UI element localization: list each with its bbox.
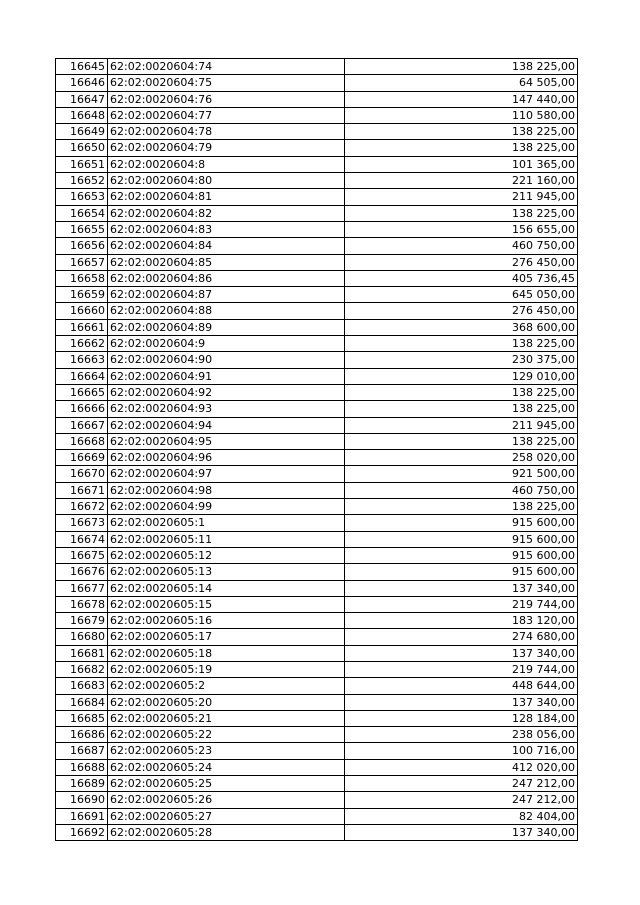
- cadastral-number-cell: 62:02:0020604:92: [108, 384, 345, 400]
- row-number-cell: 16666: [56, 401, 108, 417]
- row-number-cell: 16664: [56, 368, 108, 384]
- table-row: [56, 107, 578, 123]
- row-number-cell: 16691: [56, 808, 108, 824]
- cadastral-number-cell: 62:02:0020605:20: [108, 694, 345, 710]
- cadastral-number-cell: 62:02:0020605:26: [108, 792, 345, 808]
- cadastral-number-cell: 62:02:0020605:21: [108, 710, 345, 726]
- cadastral-value-cell: 258 020,00: [345, 450, 578, 466]
- table-row: [56, 531, 578, 547]
- cadastral-value-cell: 156 655,00: [345, 221, 578, 237]
- table-row: [56, 401, 578, 417]
- table-row: [56, 580, 578, 596]
- row-number-cell: 16650: [56, 140, 108, 156]
- cadastral-value-cell: 921 500,00: [345, 466, 578, 482]
- row-number-cell: 16672: [56, 499, 108, 515]
- row-number-cell: 16676: [56, 564, 108, 580]
- cadastral-value-cell: 137 340,00: [345, 694, 578, 710]
- cadastral-value-cell: 915 600,00: [345, 564, 578, 580]
- cadastral-number-cell: 62:02:0020604:75: [108, 75, 345, 91]
- table-row: [56, 433, 578, 449]
- table-row: [56, 189, 578, 205]
- cadastral-value-cell: 405 736,45: [345, 270, 578, 286]
- cadastral-value-cell: 276 450,00: [345, 254, 578, 270]
- cadastral-value-cell: 211 945,00: [345, 189, 578, 205]
- row-number-cell: 16649: [56, 124, 108, 140]
- cadastral-number-cell: 62:02:0020605:11: [108, 531, 345, 547]
- cadastral-number-cell: 62:02:0020605:19: [108, 661, 345, 677]
- table-row: [56, 238, 578, 254]
- cadastral-number-cell: 62:02:0020604:88: [108, 303, 345, 319]
- row-number-cell: 16671: [56, 482, 108, 498]
- cadastral-number-cell: 62:02:0020604:90: [108, 352, 345, 368]
- row-number-cell: 16651: [56, 156, 108, 172]
- row-number-cell: 16669: [56, 450, 108, 466]
- cadastral-value-cell: 915 600,00: [345, 547, 578, 563]
- cadastral-value-cell: 138 225,00: [345, 336, 578, 352]
- row-number-cell: 16645: [56, 59, 108, 75]
- table-row: [56, 759, 578, 775]
- cadastral-number-cell: 62:02:0020605:27: [108, 808, 345, 824]
- row-number-cell: 16678: [56, 596, 108, 612]
- cadastral-value-cell: 138 225,00: [345, 205, 578, 221]
- row-number-cell: 16690: [56, 792, 108, 808]
- cadastral-value-cell: 460 750,00: [345, 238, 578, 254]
- row-number-cell: 16683: [56, 678, 108, 694]
- table-body: [56, 59, 578, 841]
- cadastral-value-cell: 137 340,00: [345, 645, 578, 661]
- row-number-cell: 16670: [56, 466, 108, 482]
- row-number-cell: 16689: [56, 776, 108, 792]
- cadastral-number-cell: 62:02:0020604:74: [108, 59, 345, 75]
- cadastral-value-cell: 247 212,00: [345, 792, 578, 808]
- row-number-cell: 16674: [56, 531, 108, 547]
- cadastral-number-cell: 62:02:0020605:28: [108, 824, 345, 840]
- row-number-cell: 16677: [56, 580, 108, 596]
- cadastral-value-cell: 460 750,00: [345, 482, 578, 498]
- cadastral-value-cell: 183 120,00: [345, 613, 578, 629]
- cadastral-value-cell: 238 056,00: [345, 727, 578, 743]
- cadastral-number-cell: 62:02:0020604:85: [108, 254, 345, 270]
- document-page: [55, 58, 577, 841]
- cadastral-value-cell: 221 160,00: [345, 173, 578, 189]
- table-row: [56, 694, 578, 710]
- row-number-cell: 16660: [56, 303, 108, 319]
- cadastral-number-cell: 62:02:0020605:18: [108, 645, 345, 661]
- table-row: [56, 319, 578, 335]
- cadastral-number-cell: 62:02:0020605:13: [108, 564, 345, 580]
- cadastral-value-cell: 448 644,00: [345, 678, 578, 694]
- cadastral-number-cell: 62:02:0020605:1: [108, 515, 345, 531]
- table-row: [56, 678, 578, 694]
- table-row: [56, 287, 578, 303]
- row-number-cell: 16665: [56, 384, 108, 400]
- cadastral-number-cell: 62:02:0020604:84: [108, 238, 345, 254]
- table-row: [56, 792, 578, 808]
- cadastral-number-cell: 62:02:0020604:86: [108, 270, 345, 286]
- cadastral-number-cell: 62:02:0020605:17: [108, 629, 345, 645]
- table-row: [56, 710, 578, 726]
- row-number-cell: 16659: [56, 287, 108, 303]
- table-row: [56, 173, 578, 189]
- table-row: [56, 564, 578, 580]
- cadastral-value-cell: 138 225,00: [345, 124, 578, 140]
- cadastral-number-cell: 62:02:0020604:94: [108, 417, 345, 433]
- table-row: [56, 482, 578, 498]
- row-number-cell: 16692: [56, 824, 108, 840]
- table-row: [56, 629, 578, 645]
- table-row: [56, 270, 578, 286]
- cadastral-value-cell: 129 010,00: [345, 368, 578, 384]
- cadastral-value-cell: 138 225,00: [345, 384, 578, 400]
- table-row: [56, 547, 578, 563]
- cadastral-value-cell: 211 945,00: [345, 417, 578, 433]
- table-row: [56, 515, 578, 531]
- row-number-cell: 16647: [56, 91, 108, 107]
- cadastral-number-cell: 62:02:0020604:83: [108, 221, 345, 237]
- table-row: [56, 466, 578, 482]
- row-number-cell: 16681: [56, 645, 108, 661]
- row-number-cell: 16686: [56, 727, 108, 743]
- cadastral-value-cell: 128 184,00: [345, 710, 578, 726]
- cadastral-value-cell: 138 225,00: [345, 433, 578, 449]
- cadastral-number-cell: 62:02:0020604:97: [108, 466, 345, 482]
- table-row: [56, 254, 578, 270]
- row-number-cell: 16679: [56, 613, 108, 629]
- cadastral-value-cell: 219 744,00: [345, 661, 578, 677]
- cadastral-number-cell: 62:02:0020604:82: [108, 205, 345, 221]
- table-row: [56, 384, 578, 400]
- table-row: [56, 205, 578, 221]
- row-number-cell: 16682: [56, 661, 108, 677]
- cadastral-number-cell: 62:02:0020604:9: [108, 336, 345, 352]
- table-row: [56, 776, 578, 792]
- row-number-cell: 16655: [56, 221, 108, 237]
- cadastral-value-cell: 276 450,00: [345, 303, 578, 319]
- cadastral-number-cell: 62:02:0020604:81: [108, 189, 345, 205]
- table-row: [56, 221, 578, 237]
- table-row: [56, 596, 578, 612]
- cadastral-value-cell: 137 340,00: [345, 824, 578, 840]
- row-number-cell: 16656: [56, 238, 108, 254]
- cadastral-number-cell: 62:02:0020605:2: [108, 678, 345, 694]
- cadastral-value-cell: 110 580,00: [345, 107, 578, 123]
- table-row: [56, 417, 578, 433]
- row-number-cell: 16662: [56, 336, 108, 352]
- cadastral-value-cell: 247 212,00: [345, 776, 578, 792]
- table-row: [56, 808, 578, 824]
- cadastral-value-cell: 645 050,00: [345, 287, 578, 303]
- row-number-cell: 16646: [56, 75, 108, 91]
- cadastral-number-cell: 62:02:0020605:12: [108, 547, 345, 563]
- table-row: [56, 661, 578, 677]
- cadastral-number-cell: 62:02:0020604:99: [108, 499, 345, 515]
- row-number-cell: 16684: [56, 694, 108, 710]
- table-row: [56, 59, 578, 75]
- row-number-cell: 16680: [56, 629, 108, 645]
- row-number-cell: 16667: [56, 417, 108, 433]
- table-row: [56, 499, 578, 515]
- table-row: [56, 75, 578, 91]
- table-row: [56, 645, 578, 661]
- cadastral-value-cell: 138 225,00: [345, 59, 578, 75]
- row-number-cell: 16673: [56, 515, 108, 531]
- table-row: [56, 140, 578, 156]
- row-number-cell: 16668: [56, 433, 108, 449]
- cadastral-number-cell: 62:02:0020605:14: [108, 580, 345, 596]
- cadastral-number-cell: 62:02:0020604:93: [108, 401, 345, 417]
- cadastral-number-cell: 62:02:0020605:16: [108, 613, 345, 629]
- cadastral-number-cell: 62:02:0020604:95: [108, 433, 345, 449]
- cadastral-number-cell: 62:02:0020604:98: [108, 482, 345, 498]
- cadastral-number-cell: 62:02:0020604:89: [108, 319, 345, 335]
- cadastral-number-cell: 62:02:0020604:76: [108, 91, 345, 107]
- cadastral-value-cell: 138 225,00: [345, 499, 578, 515]
- table-row: [56, 91, 578, 107]
- cadastral-number-cell: 62:02:0020604:77: [108, 107, 345, 123]
- cadastral-value-cell: 138 225,00: [345, 401, 578, 417]
- row-number-cell: 16687: [56, 743, 108, 759]
- cadastral-value-cell: 138 225,00: [345, 140, 578, 156]
- cadastral-number-cell: 62:02:0020604:79: [108, 140, 345, 156]
- table-row: [56, 613, 578, 629]
- cadastral-number-cell: 62:02:0020604:96: [108, 450, 345, 466]
- row-number-cell: 16652: [56, 173, 108, 189]
- cadastral-value-cell: 101 365,00: [345, 156, 578, 172]
- row-number-cell: 16653: [56, 189, 108, 205]
- row-number-cell: 16675: [56, 547, 108, 563]
- row-number-cell: 16661: [56, 319, 108, 335]
- cadastral-number-cell: 62:02:0020604:78: [108, 124, 345, 140]
- table-row: [56, 352, 578, 368]
- cadastral-value-cell: 915 600,00: [345, 515, 578, 531]
- cadastral-value-cell: 230 375,00: [345, 352, 578, 368]
- cadastral-value-cell: 368 600,00: [345, 319, 578, 335]
- row-number-cell: 16654: [56, 205, 108, 221]
- table-row: [56, 124, 578, 140]
- row-number-cell: 16658: [56, 270, 108, 286]
- cadastral-value-cell: 219 744,00: [345, 596, 578, 612]
- row-number-cell: 16657: [56, 254, 108, 270]
- cadastral-number-cell: 62:02:0020605:24: [108, 759, 345, 775]
- cadastral-number-cell: 62:02:0020605:15: [108, 596, 345, 612]
- cadastral-number-cell: 62:02:0020604:80: [108, 173, 345, 189]
- cadastral-value-table: [55, 58, 578, 841]
- cadastral-value-cell: 100 716,00: [345, 743, 578, 759]
- table-row: [56, 450, 578, 466]
- cadastral-value-cell: 82 404,00: [345, 808, 578, 824]
- row-number-cell: 16685: [56, 710, 108, 726]
- cadastral-number-cell: 62:02:0020604:91: [108, 368, 345, 384]
- cadastral-number-cell: 62:02:0020604:8: [108, 156, 345, 172]
- cadastral-number-cell: 62:02:0020605:25: [108, 776, 345, 792]
- cadastral-value-cell: 412 020,00: [345, 759, 578, 775]
- table-row: [56, 368, 578, 384]
- cadastral-number-cell: 62:02:0020605:23: [108, 743, 345, 759]
- row-number-cell: 16648: [56, 107, 108, 123]
- table-row: [56, 743, 578, 759]
- cadastral-value-cell: 274 680,00: [345, 629, 578, 645]
- table-row: [56, 336, 578, 352]
- cadastral-value-cell: 147 440,00: [345, 91, 578, 107]
- table-row: [56, 303, 578, 319]
- table-row: [56, 824, 578, 840]
- cadastral-value-cell: 137 340,00: [345, 580, 578, 596]
- cadastral-number-cell: 62:02:0020604:87: [108, 287, 345, 303]
- cadastral-value-cell: 915 600,00: [345, 531, 578, 547]
- cadastral-value-cell: 64 505,00: [345, 75, 578, 91]
- table-row: [56, 727, 578, 743]
- row-number-cell: 16688: [56, 759, 108, 775]
- table-row: [56, 156, 578, 172]
- row-number-cell: 16663: [56, 352, 108, 368]
- cadastral-number-cell: 62:02:0020605:22: [108, 727, 345, 743]
